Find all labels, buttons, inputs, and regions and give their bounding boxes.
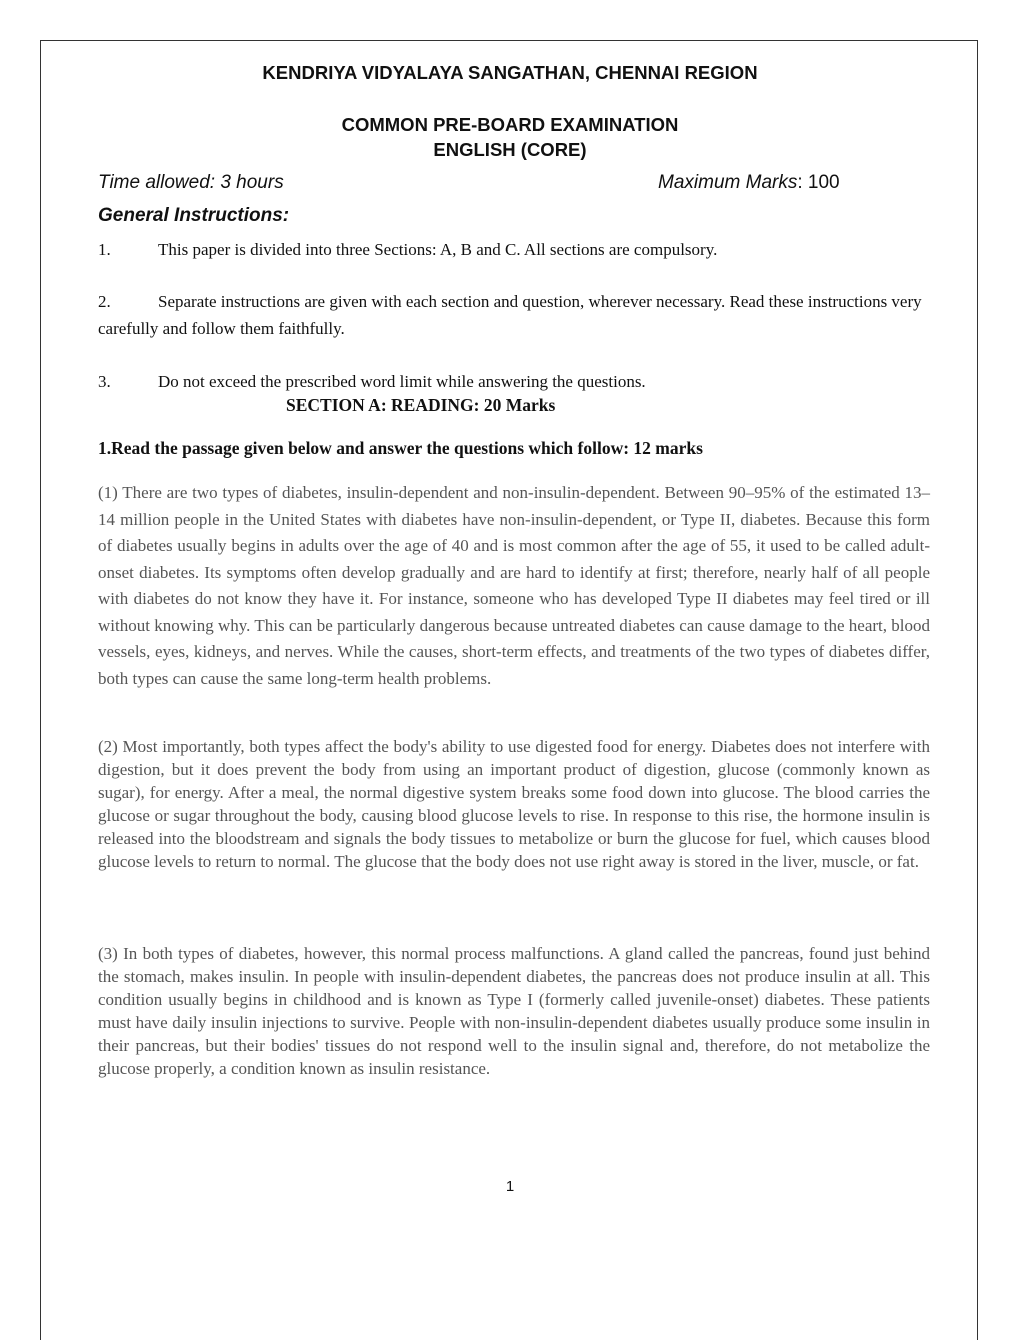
instruction-text: Separate instructions are given with each section and question, wherever necessary. Read these instructions very carefully and follow them faithfully.	[98, 292, 922, 338]
exam-title: COMMON PRE-BOARD EXAMINATION	[341, 114, 679, 135]
instruction-number: 1.	[98, 240, 111, 259]
instruction-number: 3.	[98, 372, 111, 391]
maximum-marks-value: : 100	[797, 172, 840, 193]
maximum-marks-label: Maximum Marks	[658, 172, 798, 193]
instruction-item	[98, 368, 930, 395]
general-instructions-title: General Instructions:	[98, 205, 290, 226]
instruction-item	[98, 236, 930, 263]
question-heading: 1.Read the passage given below and answer the questions which follow: 12 marks	[98, 438, 703, 458]
maximum-marks	[658, 172, 840, 194]
instruction-item	[98, 288, 930, 342]
instruction-text: This paper is divided into three Sections: A, B and C. All sections are compulsory.	[158, 240, 718, 259]
time-allowed: Time allowed: 3 hours	[98, 172, 284, 193]
page-number: 1	[505, 1178, 515, 1195]
passage-paragraph: (3) In both types of diabetes, however, this normal process malfunctions. A gland called the pancreas, found just behind the stomach, makes insulin. In people with insulin-dependent diabetes, the pancreas does not produce insulin at all. This condition usually begins in childhood and is known as Type I (formerly called juvenile-onset) diabetes. These patients must have daily insulin injections to survive. People with non-insulin-dependent diabetes usually produce some insulin in their pancreas, but their bodies' tissues do not respond well to the insulin signal and, therefore, do not metabolize the glucose properly, a condition known as insulin resistance.	[98, 944, 930, 1078]
passage-paragraph: (1) There are two types of diabetes, insulin-dependent and non-insulin-dependent. Between 90–95% of the estimated 13–14 million people in the United States with diabetes have non-insulin-dependent, or Type II, diabetes. Because this form of diabetes usually begins in adults over the age of 40 and is most common after the age of 55, it used to be called adult-onset diabetes. Its symptoms often develop gradually and are hard to identify at first; therefore, nearly half of all people with diabetes do not know they have it. For instance, someone who has developed Type II diabetes may feel tired or ill without knowing why. This can be particularly dangerous because untreated diabetes can cause damage to the heart, blood vessels, eyes, kidneys, and nerves. While the causes, short-term effects, and treatments of the two types of diabetes differ, both types can cause the same long-term health problems.	[98, 483, 930, 688]
subject-title: ENGLISH (CORE)	[433, 139, 587, 160]
exam-header	[0, 112, 1020, 162]
organization-title: KENDRIYA VIDYALAYA SANGATHAN, CHENNAI REGION	[262, 62, 758, 83]
passage-paragraph: (2) Most importantly, both types affect the body's ability to use digested food for energy. Diabetes does not interfere with digestion, but it does prevent the body from using an important product of digestion, glucose (commonly known as sugar), for energy. After a meal, the normal digestive system breaks some food down into glucose. The blood carries the glucose or sugar throughout the body, causing blood glucose levels to rise. In response to this rise, the hormone insulin is released into the bloodstream and signals the body tissues to metabolize or burn the glucose for fuel, which causes blood glucose levels to return to normal. The glucose that the body does not use right away is stored in the liver, muscle, or fat.	[98, 737, 930, 871]
section-title: SECTION A: READING: 20 Marks	[286, 395, 556, 415]
instruction-text: Do not exceed the prescribed word limit while answering the questions.	[158, 372, 646, 391]
instruction-number: 2.	[98, 292, 111, 311]
